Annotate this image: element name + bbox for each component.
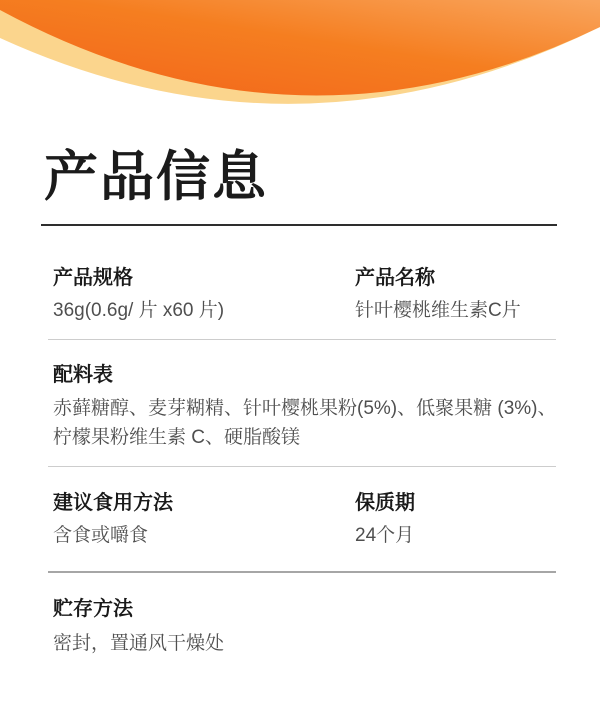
section-divider [48,571,556,573]
product-name-value: 针叶樱桃维生素C片 [355,300,521,321]
usage-value: 含食或嚼食 [53,525,149,546]
storage-block [45,598,600,655]
product-name-label: 产品名称 [355,267,435,289]
storage-value: 密封，置通风干燥处 [53,633,225,654]
section-divider [48,339,556,340]
spec-name-row [45,267,600,322]
shelf-life-label: 保质期 [355,492,415,514]
page-title: 产品信息 [44,147,268,207]
usage-label: 建议食用方法 [53,492,173,514]
title-underline [41,224,557,226]
usage-block [45,492,347,547]
product-spec-block [45,267,347,322]
ingredients-label: 配料表 [53,364,113,386]
usage-shelf-row [45,492,600,547]
product-name-block [347,267,600,322]
storage-label: 贮存方法 [53,598,133,620]
ingredients-text-line1: 赤藓糖醇、麦芽糊精、针叶樱桃果粉(5%)、低聚果糖 (3%)、 [53,398,557,419]
hero-curve-banner [0,0,600,120]
product-spec-value: 36g(0.6g/ 片 x60 片) [53,300,225,321]
section-divider [48,466,556,467]
shelf-life-block [347,492,600,547]
ingredients-text [53,394,600,452]
ingredients-text-line2: 柠檬果粉维生素 C、硬脂酸镁 [53,427,301,448]
shelf-life-value: 24个月 [355,525,415,546]
product-spec-label: 产品规格 [53,267,133,289]
hero-orange-curve [0,0,600,95]
ingredients-block [45,364,600,452]
product-info-content [0,267,600,655]
